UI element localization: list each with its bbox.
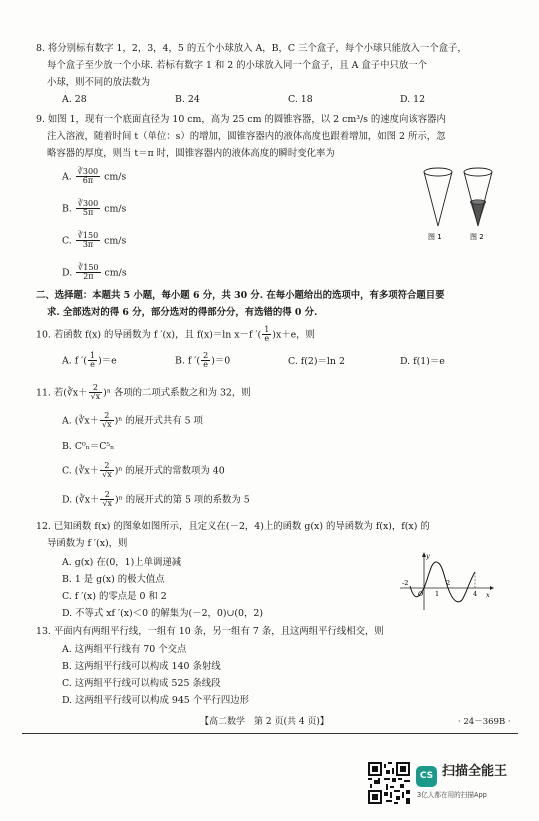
- q8-option-a: A. 28: [62, 94, 87, 105]
- q8-line2: 每个盒子至少放一个小球. 若标有数字 1 和 2 的小球放入同一个盒子，且 A 盒子中只放一个: [47, 60, 428, 71]
- qr-code-icon: [368, 762, 410, 804]
- camscanner-name: 扫描全能王: [442, 764, 508, 779]
- footer-page-label: 【高二数学 第 2 页(共 4 页)】: [200, 717, 329, 727]
- q12-option-d: D. 不等式 xf ′(x)＜0 的解集为(－2，0)∪(0，2): [62, 608, 264, 619]
- x-axis-arrow: [490, 586, 494, 590]
- q8-option-b: B. 24: [175, 94, 200, 105]
- q13-option-c: C. 这两组平行线可以构成 525 条线段: [62, 678, 221, 689]
- q10-option-d: D. f(1)＝e: [400, 356, 445, 367]
- q9-option-d: D. $\frac{∛150}{2\pi}$ cm/s: [62, 263, 127, 282]
- q11-option-b: B. C⁰ₙ＝C⁵ₙ: [62, 441, 115, 452]
- q13-option-b: B. 这两组平行线可以构成 140 条射线: [62, 661, 221, 672]
- cone-figure-2: [464, 168, 492, 226]
- q11-option-d: D. (∛x＋ $\frac{2}{√x}$ )ⁿ 的展开式的第 5 项的系数为 5: [62, 490, 250, 509]
- graph-tick-neg2: -2: [402, 579, 409, 587]
- q12-option-b: B. 1 是 g(x) 的极大值点: [62, 574, 165, 585]
- q10-option-c: C. f(2)＝ln 2: [288, 356, 345, 367]
- q9-option-c: C. $\frac{∛150}{3\pi}$ cm/s: [62, 231, 127, 250]
- figure-2-caption: 图 2: [470, 233, 484, 241]
- footer-code: · 24－369B ·: [458, 717, 511, 727]
- graph-y-label: y: [426, 552, 430, 560]
- q12-line1: 12. 已知函数 f(x) 的图象如图所示，且定义在(－2，4)上的函数 g(x) 的导函数为 f(x)，f(x) 的: [36, 521, 430, 532]
- q11-option-c: C. (∛x＋ $\frac{2}{√x}$ )ⁿ 的展开式的常数项为 40: [62, 461, 225, 480]
- graph-tick-1: 1: [435, 590, 440, 598]
- function-graph: [398, 550, 494, 612]
- q10-option-a: A. f ′( $\frac{1}{e}$ )＝e: [62, 351, 117, 370]
- footer-rule: [22, 733, 518, 734]
- q12-option-c: C. f ′(x) 的零点是 0 和 2: [62, 591, 167, 602]
- q9-option-b: B. $\frac{∛300}{5\pi}$ cm/s: [62, 199, 127, 218]
- q9-line2: 注入溶液，随着时间 t（单位：s）的增加，圆锥容器内的液体高度也跟着增加，如图 2 所示，忽: [47, 131, 446, 142]
- q11-option-a: A. (∛x＋ $\frac{2}{√x}$ )ⁿ 的展开式共有 5 项: [62, 411, 203, 430]
- graph-x-label: x: [486, 591, 490, 599]
- q11-stem: 11. 若(∛x＋ $\frac{2}{√x}$ )ⁿ 各项的二项式系数之和为 32，则: [36, 383, 251, 402]
- q13-stem: 13. 平面内有两组平行线，一组有 10 条，另一组有 7 条，且这两组平行线相交，则: [36, 626, 384, 637]
- cone-figure-1: [424, 168, 452, 226]
- q10-option-b: B. f ′( $\frac{2}{e}$ )＝0: [175, 351, 231, 370]
- figure-1-caption: 图 1: [428, 233, 442, 241]
- camscanner-logo: CS: [416, 766, 437, 787]
- q10-stem: 10. 若函数 f(x) 的导函数为 f ′(x)，且 f(x)＝ln x－f ′( $\frac{1}{e}$ )x＋e，则: [36, 325, 315, 344]
- cone-figures: [418, 164, 502, 242]
- camscanner-tagline: 3亿人都在用的扫描App: [417, 791, 487, 799]
- q8-option-d: D. 12: [400, 94, 426, 105]
- graph-tick-2: 2: [446, 579, 451, 587]
- q9-line3: 略容器的厚度，则当 t＝π 时，圆锥容器内的液体高度的瞬时变化率为: [47, 148, 335, 159]
- q13-option-a: A. 这两组平行线有 70 个交点: [62, 644, 187, 655]
- q9-option-a: A. $\frac{∛300}{6\pi}$ cm/s: [62, 167, 127, 186]
- graph-origin: O: [418, 590, 424, 598]
- q9-line1: 9. 如图 1，现有一个底面直径为 10 cm，高为 25 cm 的圆锥容器，以 2 cm³/s 的速度向该容器内: [36, 114, 446, 125]
- q8-line3: 小球，则不同的放法数为: [47, 77, 151, 88]
- graph-tick-4: 4: [473, 590, 478, 598]
- q8-line1: 8. 将分别标有数字 1，2，3，4，5 的五个小球放入 A，B，C 三个盒子，每个小球只能放入一个盒子，: [36, 43, 467, 54]
- section2-line2: 求. 全部选对的得 6 分，部分选对的得部分分，有选错的得 0 分.: [47, 307, 318, 318]
- q12-option-a: A. g(x) 在(0，1)上单调递减: [62, 557, 182, 568]
- q12-line2: 导函数为 f ′(x)，则: [47, 538, 128, 549]
- q8-option-c: C. 18: [288, 94, 313, 105]
- section2-line1: 二、选择题：本题共 5 小题，每小题 6 分，共 30 分. 在每小题给出的选项中，有多项符合题目要: [36, 290, 445, 301]
- q13-option-d: D. 这两组平行线可以构成 945 个平行四边形: [62, 695, 249, 706]
